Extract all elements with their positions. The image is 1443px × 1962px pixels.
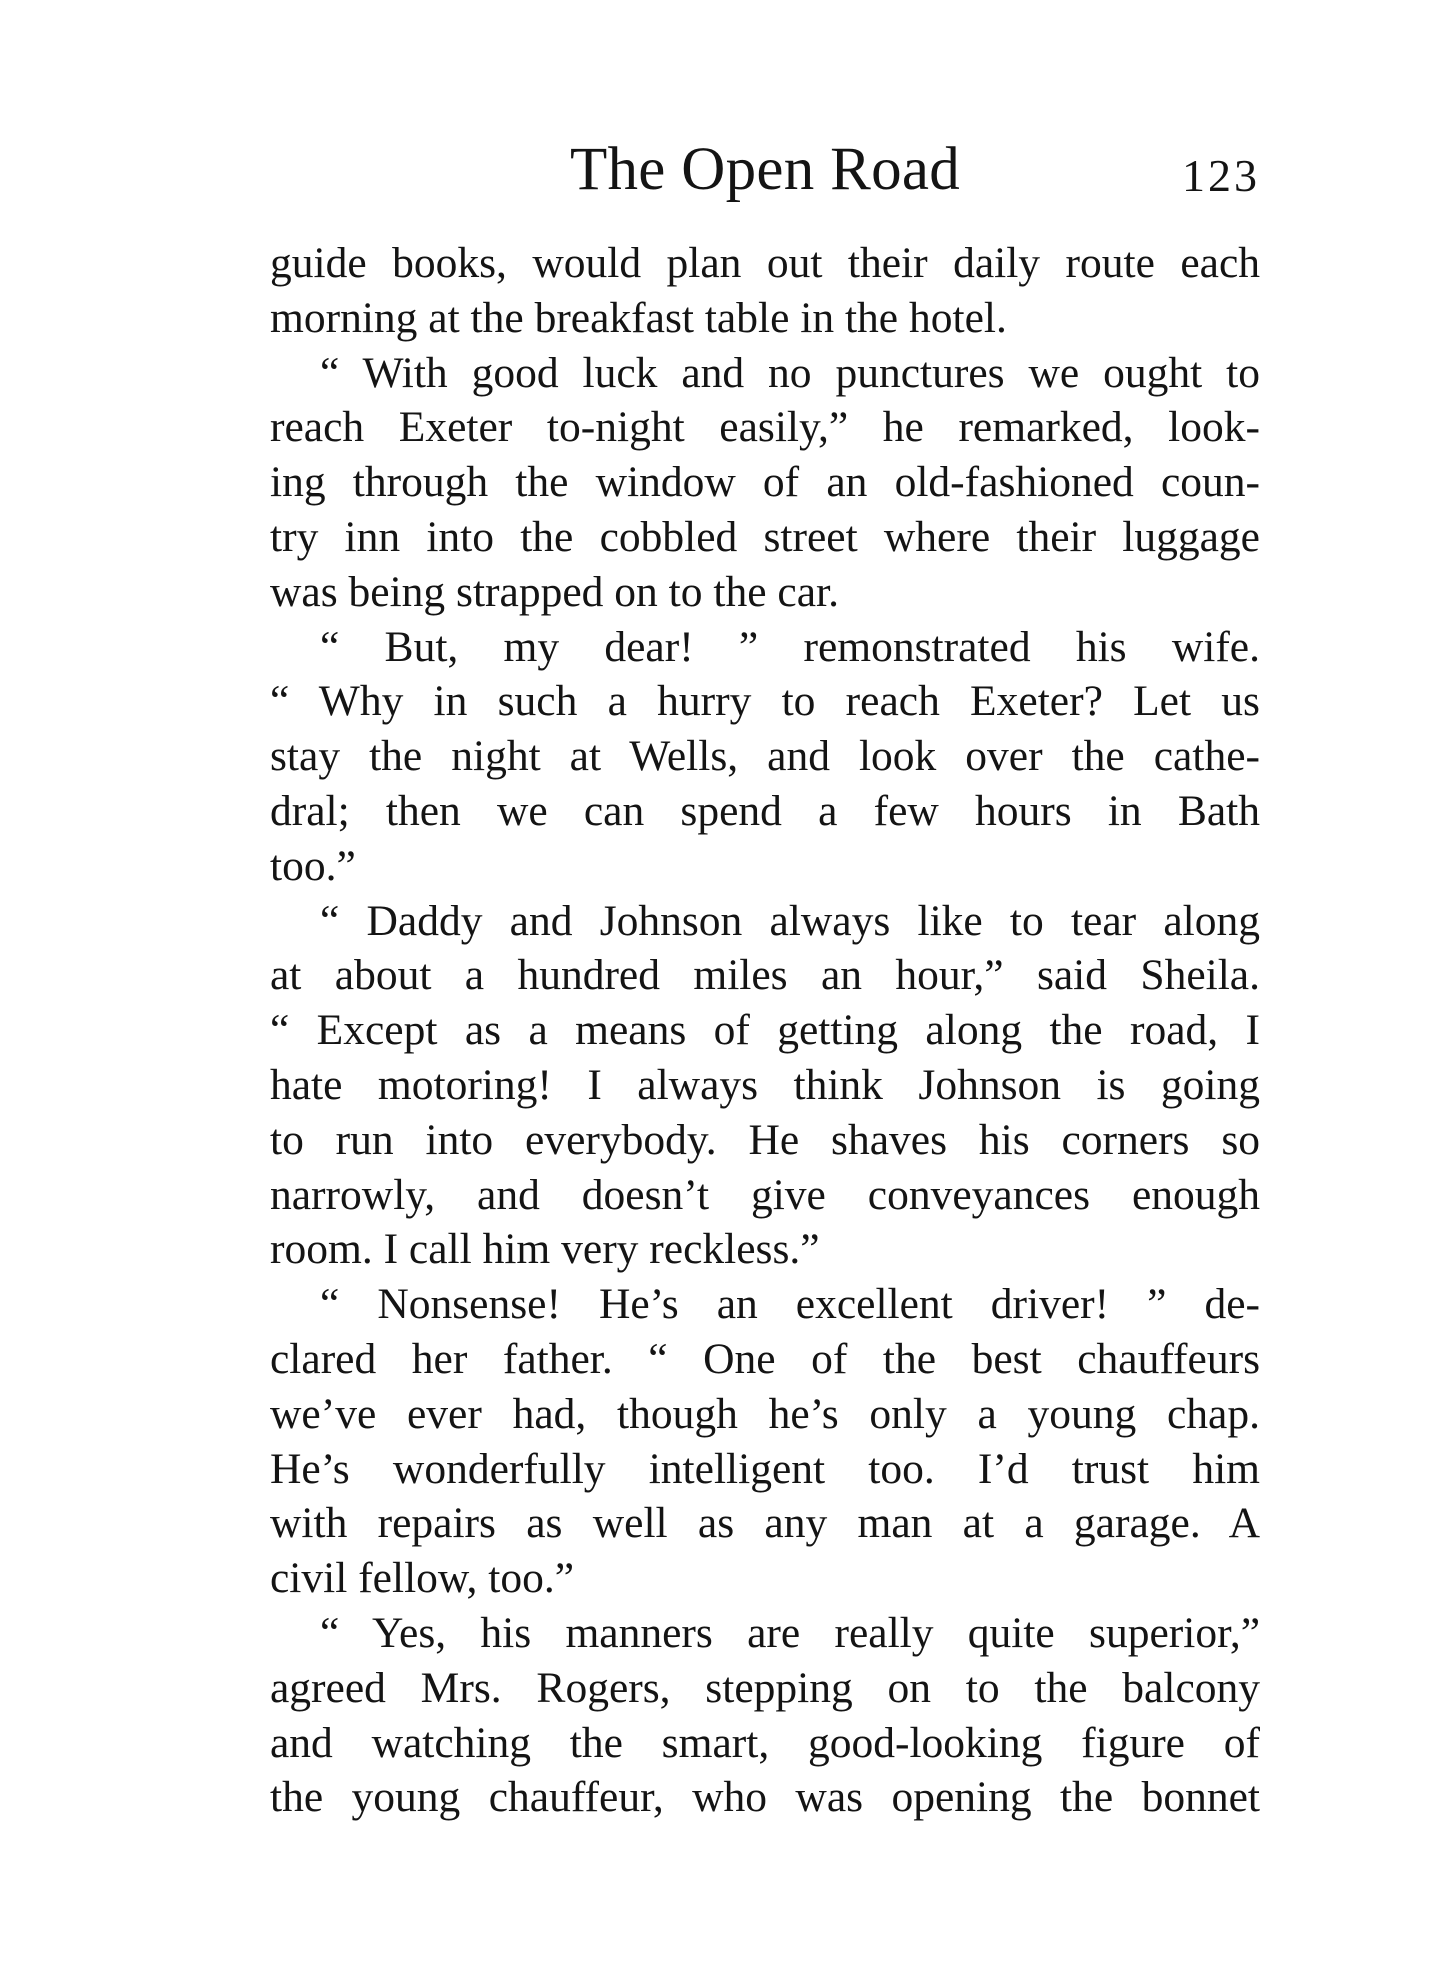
text-line: ing through the window of an old-fashioned coun- <box>270 458 1260 507</box>
text-line: “ Except as a means of getting along the road, I <box>270 1006 1260 1055</box>
text-line: narrowly, and doesn’t give conveyances enough <box>270 1170 1260 1219</box>
text-line: clared her father. “ One of the best chauffeurs <box>270 1334 1260 1383</box>
text-line: agreed Mrs. Rogers, stepping on to the balcony <box>270 1663 1260 1712</box>
text-line: we’ve ever had, though he’s only a young chap. <box>270 1389 1260 1438</box>
text-line: room. I call him very reckless.” <box>270 1225 820 1274</box>
text-line: was being strapped on to the car. <box>270 567 839 616</box>
text-line: “ Daddy and Johnson always like to tear along <box>320 896 1260 945</box>
text-line: morning at the breakfast table in the hotel. <box>270 293 1007 342</box>
text-line: civil fellow, too.” <box>270 1554 575 1603</box>
text-line: reach Exeter to-night easily,” he remarked, look- <box>270 403 1260 452</box>
text-line: and watching the smart, good-looking figure of <box>270 1718 1260 1767</box>
text-line: He’s wonderfully intelligent too. I’d trust him <box>270 1444 1260 1493</box>
text-line: “ Nonsense! He’s an excellent driver! ” de- <box>320 1280 1260 1329</box>
body-text <box>270 236 1260 1825</box>
running-head <box>270 130 1260 210</box>
text-line: stay the night at Wells, and look over the cathe- <box>270 732 1260 781</box>
text-line: guide books, would plan out their daily route each <box>270 239 1260 287</box>
text-line: to run into everybody. He shaves his corners so <box>270 1115 1260 1164</box>
running-title: The Open Road <box>569 136 961 203</box>
text-line: try inn into the cobbled street where their luggage <box>270 512 1260 561</box>
text-line: too.” <box>270 841 356 890</box>
text-line: “ But, my dear! ” remonstrated his wife. <box>320 622 1260 671</box>
text-line: with repairs as well as any man at a garage. A <box>270 1499 1260 1548</box>
page-number: 123 <box>1182 150 1260 201</box>
text-line: “ Why in such a hurry to reach Exeter? Let us <box>270 677 1260 726</box>
text-line: hate motoring! I always think Johnson is going <box>270 1060 1260 1109</box>
text-line: dral; then we can spend a few hours in Bath <box>270 786 1260 835</box>
text-line: the young chauffeur, who was opening the bonnet <box>270 1773 1260 1822</box>
text-line: “ With good luck and no punctures we ought to <box>320 348 1260 397</box>
text-line: “ Yes, his manners are really quite superior,” <box>320 1608 1260 1657</box>
text-line: at about a hundred miles an hour,” said Sheila. <box>270 951 1260 1000</box>
